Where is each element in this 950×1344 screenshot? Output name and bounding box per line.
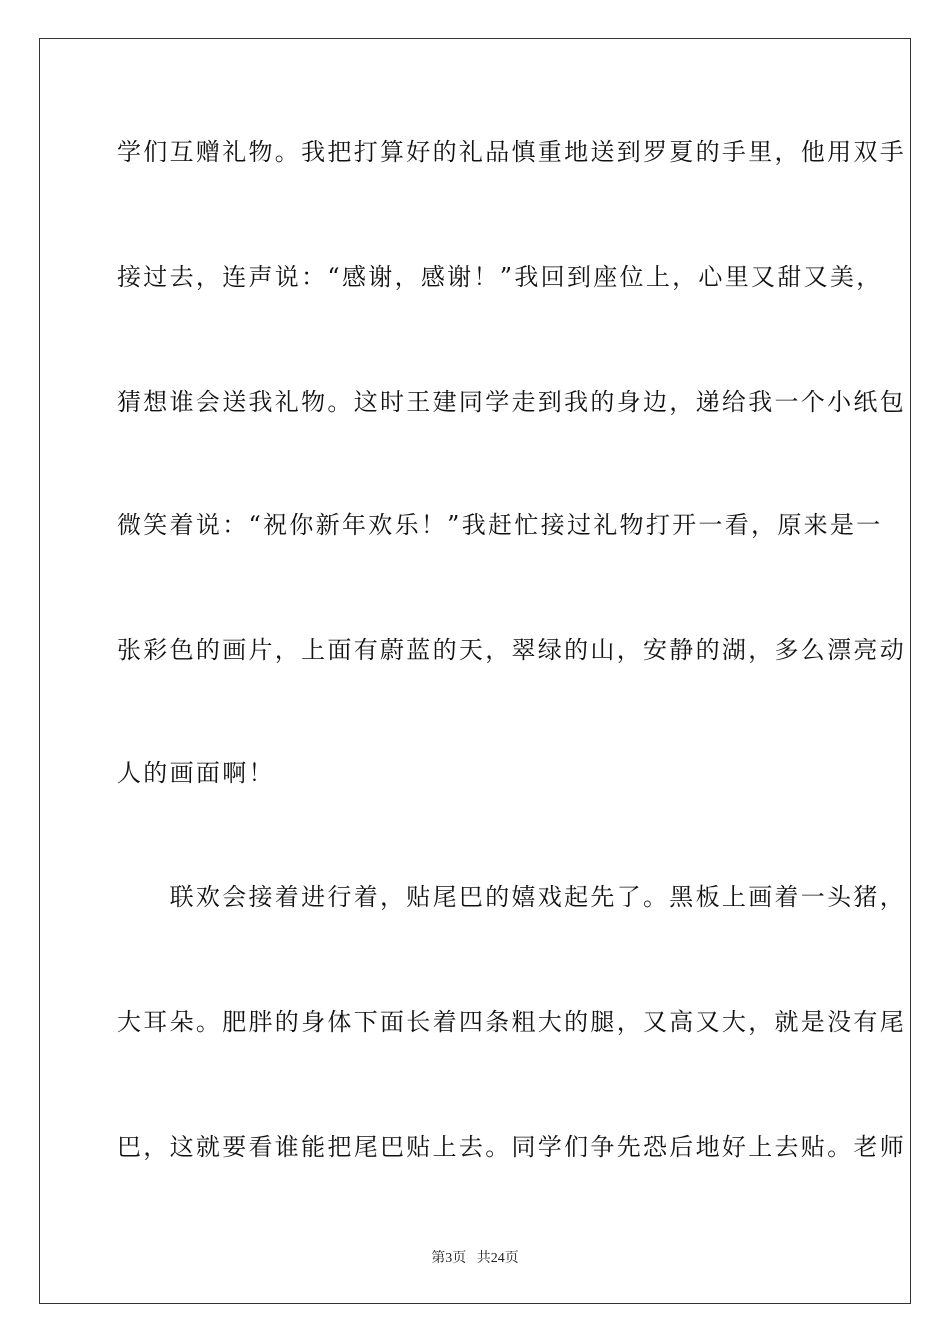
page-number: 第3页 — [431, 1251, 467, 1266]
text-line-4: 微笑着说：“祝你新年欢乐！”我赶忙接过礼物打开一看，原来是一 — [117, 511, 883, 539]
text-line-3: 猜想谁会送我礼物。这时王建同学走到我的身边，递给我一个小纸包 — [117, 388, 906, 416]
text-line-2: 接过去，连声说：“感谢，感谢！”我回到座位上，心里又甜又美， — [117, 263, 883, 291]
page-footer — [0, 1247, 950, 1267]
text-line-9: 巴，这就要看谁能把尾巴贴上去。同学们争先恐后地好上去贴。老师 — [117, 1133, 906, 1161]
text-line-7: 联欢会接着进行着，贴尾巴的嬉戏起先了。黑板上画着一头猪， — [117, 883, 906, 911]
page-total: 共24页 — [476, 1251, 519, 1266]
text-line-8: 大耳朵。肥胖的身体下面长着四条粗大的腿，又高又大，就是没有尾 — [117, 1008, 906, 1036]
text-line-6: 人的画面啊！ — [117, 759, 275, 787]
page-frame — [39, 38, 911, 1304]
text-line-1: 学们互赠礼物。我把打算好的礼品慎重地送到罗夏的手里，他用双手 — [117, 138, 906, 166]
text-line-5: 张彩色的画片，上面有蔚蓝的天，翠绿的山，安静的湖，多么漂亮动 — [117, 636, 906, 664]
